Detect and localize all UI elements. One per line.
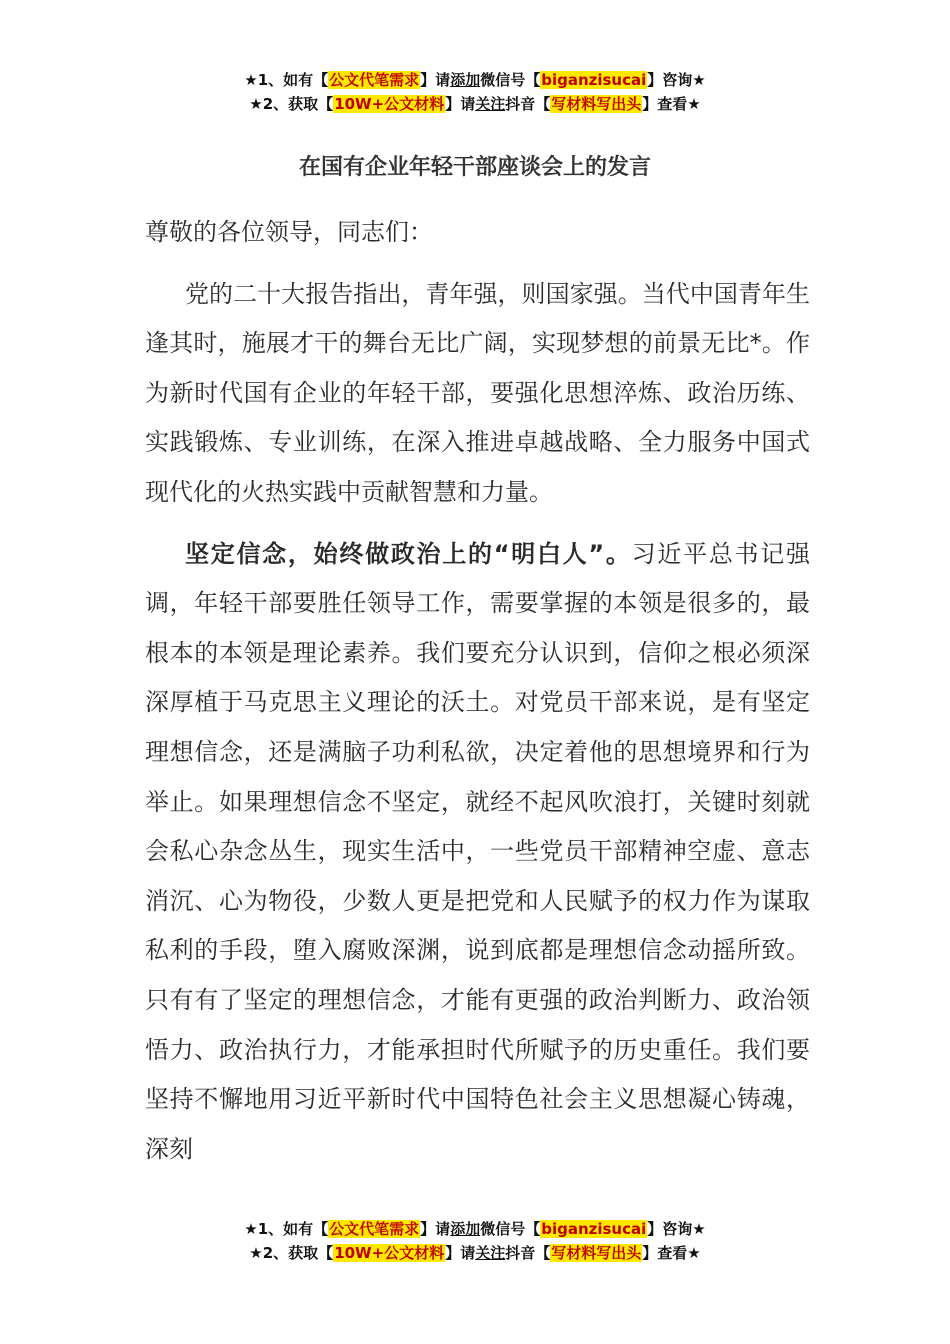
highlight-douyin: 写材料写出头 [551, 95, 642, 113]
header-promo-banner [0, 68, 950, 116]
highlight-materials: 10W+公文材料 [334, 95, 445, 113]
promo-line-1: ★1、如有【公文代笔需求】请添加微信号【biganzisucai】咨询★ [244, 71, 706, 89]
promo-line-2: ★2、获取【10W+公文材料】请关注抖音【写材料写出头】查看★ [249, 95, 701, 113]
promo-line-1: ★1、如有【公文代笔需求】请添加微信号【biganzisucai】咨询★ [244, 1220, 706, 1238]
highlight-service: 公文代笔需求 [329, 71, 420, 89]
document-title: 在国有企业年轻干部座谈会上的发言 [298, 155, 651, 180]
highlight-wechat-id: biganzisucai [541, 71, 647, 89]
salutation: 尊敬的各位领导，同志们： [145, 218, 433, 246]
document-body [145, 208, 810, 1186]
highlight-materials: 10W+公文材料 [334, 1244, 445, 1262]
paragraph-2-heading: 坚定信念，始终做政治上的“明白人”。 [185, 539, 632, 568]
promo-line-2: ★2、获取【10W+公文材料】请关注抖音【写材料写出头】查看★ [249, 1244, 701, 1262]
paragraph-2 [145, 530, 810, 1175]
footer-promo-banner [0, 1217, 950, 1265]
highlight-douyin: 写材料写出头 [551, 1244, 642, 1262]
paragraph-2-text: 习近平总书记强调，年轻干部要胜任领导工作，需要掌握的本领是很多的，最根本的本领是理论素养。我们要充分认识到，信仰之根必须深深厚植于马克思主义理论的沃土。对党员干部来说，是有坚定理想信念，还是满脑子功利私欲，决定着他的思想境界和行为举止。如果理想信念不坚定，就经不起风吹浪打，关键时刻就会私心杂念丛生，现实生活中，一些党员干部精神空虚、意志消沉、心为物役，少数人更是把党和人民赋予的权力作为谋取私利的手段，堕入腐败深渊，说到底都是理想信念动摇所致。只有有了坚定的理想信念，才能有更强的政治判断力、政治领悟力、政治执行力，才能承担时代所赋予的历史重任。我们要坚持不懈地用习近平新时代中国特色社会主义思想凝心铸魂，深刻 [145, 539, 811, 1163]
paragraph-1: 党的二十大报告指出，青年强，则国家强。当代中国青年生逢其时，施展才干的舞台无比广阔，实现梦想的前景无比*。作为新时代国有企业的年轻干部，要强化思想淬炼、政治历练、实践锻炼、专业训练，在深入推进卓越战略、全力服务中国式现代化的火热实践中贡献智慧和力量。 [145, 279, 810, 506]
highlight-wechat-id: biganzisucai [541, 1220, 647, 1238]
highlight-service: 公文代笔需求 [329, 1220, 420, 1238]
